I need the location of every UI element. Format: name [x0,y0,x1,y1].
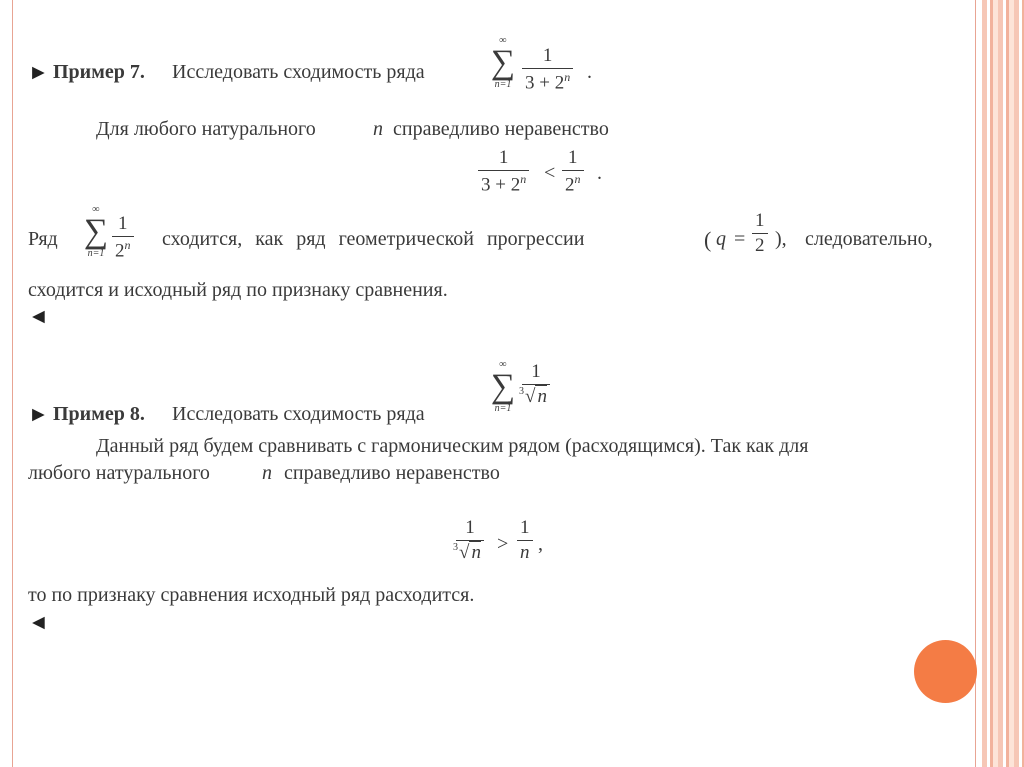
example-7-ineq-right [562,148,584,195]
fraction-denominator: 3 √ n [522,384,550,407]
example-8-fraction [519,361,550,407]
example-8-line3: любого натурального [28,462,210,484]
example-8-sum [489,360,517,414]
row-sum-symbol: ∑ [83,213,109,250]
example-7-row-end: следовательно, [805,228,933,250]
fraction-numerator: 1 [542,45,553,66]
example-7-line2: Для любого натурального [96,118,316,140]
example-7-row-text: сходится, как ряд геометрической прогрессии [162,228,585,250]
ineq-right-denominator: 2$^n$ [562,170,584,195]
example-7-sum [489,36,517,90]
ineq-left-numerator: 1 [498,147,509,168]
example-7-ineq-op: < [544,162,556,184]
example-8-line3b: справедливо неравенство [284,462,500,484]
example-8-ineq-op: > [497,533,509,555]
row-denominator: 2$^n$ [112,236,134,261]
example-8-var-n: n [262,462,272,484]
example-8-marker: ► [28,402,49,426]
sum-symbol: ∑ [490,44,516,81]
q-variable: q [716,228,726,250]
example-7-var-n: n [373,118,383,140]
decorative-orange-circle [914,640,977,703]
example-7-label: Пример 7. [53,61,145,83]
ineq-right-numerator: 1 [568,147,578,168]
example-7-row-fraction [112,214,134,261]
sum-upper: ∞ [499,35,507,46]
example-7-fraction [522,46,573,93]
example-8-ineq-left [453,517,484,563]
example-8-task: Исследовать сходимость ряда [172,403,425,425]
sum-lower: n=1 [494,403,512,414]
example-8-ineq-right [517,518,533,563]
q-open-paren: ( [704,227,712,252]
example-7-line4: сходится и исходный ряд по признаку сравнения. [28,279,448,301]
ineq-right-denominator: n [517,540,533,563]
example-8-line4: то по признаку сравнения исходный ряд расходится. [28,584,475,606]
example-8-line2: Данный ряд будем сравнивать с гармоническим рядом (расходящимся). Так как для [96,435,809,457]
row-numerator: 1 [118,213,128,234]
fraction-denominator: $3 + 2^n$ [522,68,573,93]
example-7-row-sum [82,205,110,259]
example-7-end-marker: ◄ [28,304,49,328]
example-8-end-marker: ◄ [28,610,49,634]
sum-lower: n=1 [494,79,512,90]
example-8-ineq-end: , [538,533,543,555]
q-close-paren: ), [775,228,787,250]
example-7-task: Исследовать сходимость ряда [172,61,425,83]
ineq-left-numerator: 1 [465,517,475,538]
q-fraction [752,211,768,256]
example-8-label: Пример 8. [53,403,145,425]
example-7-row-word: Ряд [28,228,58,250]
row-sum-upper: ∞ [92,204,100,215]
example-7-ineq-left [478,148,529,195]
sum-upper: ∞ [499,359,507,370]
example-7-dot: . [587,61,592,83]
example-7-marker: ► [28,60,49,84]
q-denominator: 2 [752,233,768,256]
q-equals: = [734,228,746,250]
fraction-numerator: 1 [531,361,541,382]
sum-symbol: ∑ [490,368,516,405]
decorative-stripes [982,0,1024,767]
example-7-line2b: справедливо неравенство [393,118,609,140]
example-7-ineq-end: . [597,162,602,184]
q-numerator: 1 [755,210,765,231]
ineq-left-denominator: $3 + 2^n$ [478,170,529,195]
ineq-left-denominator: 3 √ n [456,540,484,563]
ineq-right-numerator: 1 [520,517,530,538]
row-sum-lower: n=1 [87,248,105,259]
